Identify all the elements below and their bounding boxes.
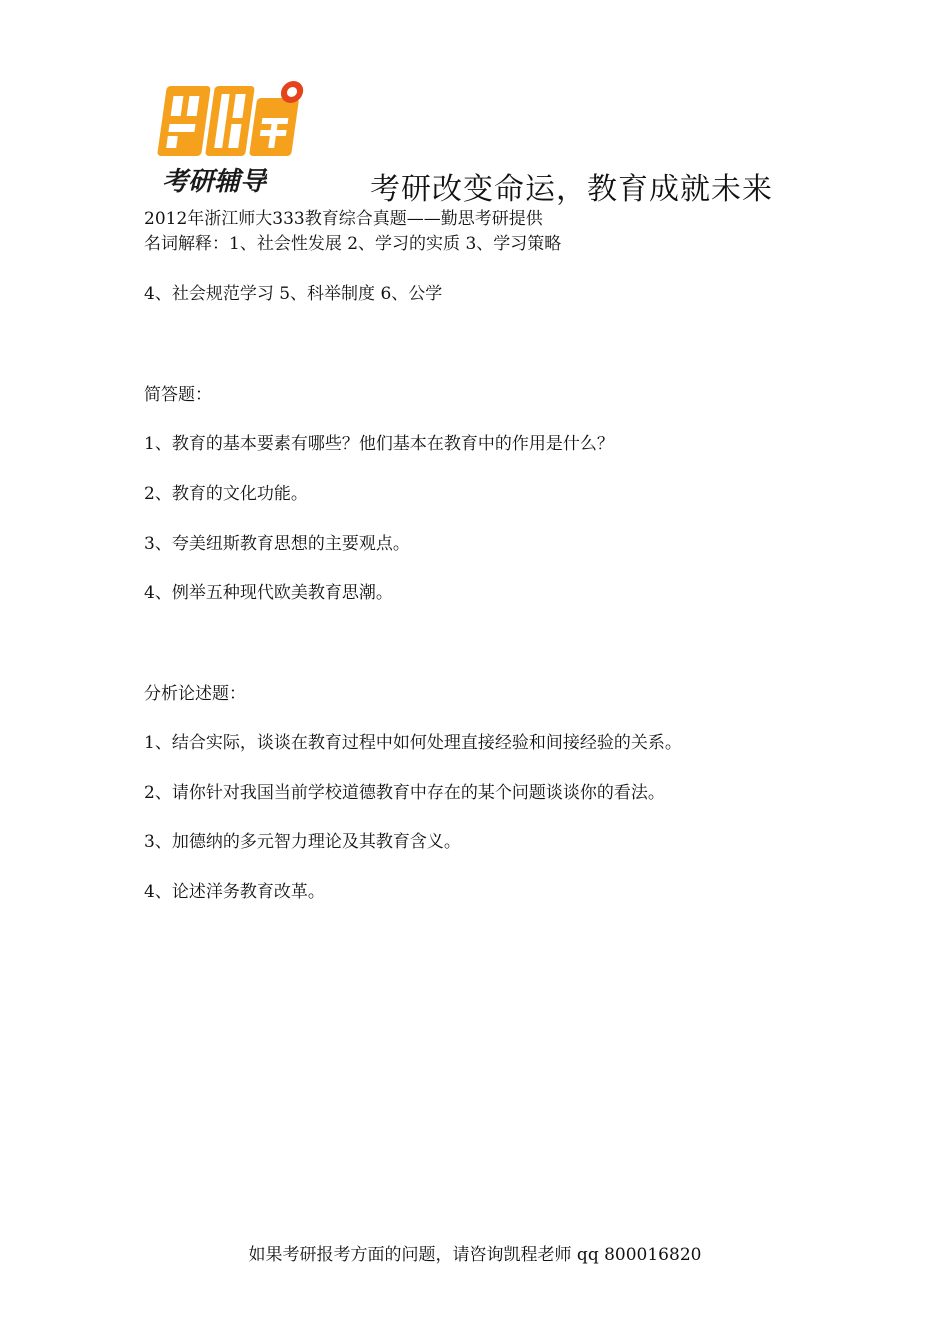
essay-question-3: 3、加德纳的多元智力理论及其教育含义。 xyxy=(144,832,461,852)
term-line-1: 名词解释：1、社会性发展 2、学习的实质 3、学习策略 xyxy=(144,234,562,254)
kaicheng-logo-graphic xyxy=(150,78,310,196)
essay-question-1: 1、结合实际，谈谈在教育过程中如何处理直接经验和间接经验的关系。 xyxy=(144,733,682,753)
short-question-4: 4、例举五种现代欧美教育思潮。 xyxy=(144,583,393,603)
short-question-2: 2、教育的文化功能。 xyxy=(144,484,308,504)
essay-question-2: 2、请你针对我国当前学校道德教育中存在的某个问题谈谈你的看法。 xyxy=(144,783,665,803)
slogan: 考研改变命运，教育成就未来 xyxy=(370,172,773,207)
short-question-3: 3、夸美纽斯教育思想的主要观点。 xyxy=(144,534,410,554)
essay-question-4: 4、论述洋务教育改革。 xyxy=(144,882,325,902)
term-line-2: 4、社会规范学习 5、科举制度 6、公学 xyxy=(144,284,443,304)
short-answer-heading: 简答题： xyxy=(144,385,212,405)
doc-title: 2012年浙江师大333教育综合真题——勤思考研提供 xyxy=(144,209,543,229)
kaicheng-logo xyxy=(150,78,310,196)
short-question-1: 1、教育的基本要素有哪些？他们基本在教育中的作用是什么？ xyxy=(144,434,614,454)
logo-subtitle: 考研辅导 xyxy=(162,167,267,196)
essay-heading: 分析论述题： xyxy=(144,684,246,704)
footer-contact: 如果考研报考方面的问题，请咨询凯程老师 qq 800016820 xyxy=(248,1245,702,1265)
